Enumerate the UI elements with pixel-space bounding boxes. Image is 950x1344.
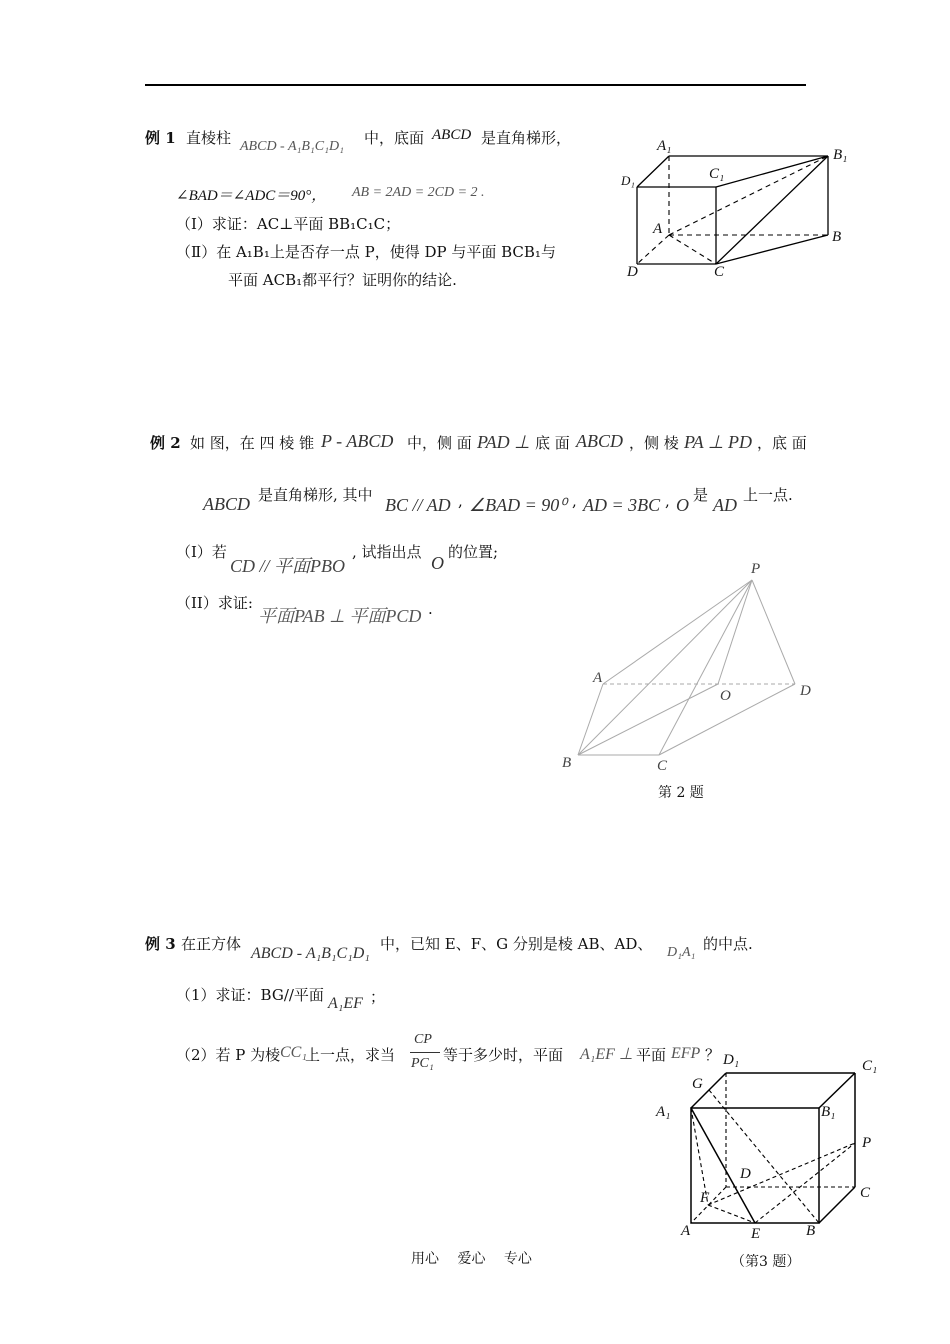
fig3-label-G: G <box>692 1076 703 1092</box>
example-2-line2-a: 是直角梯形, 其中 <box>258 486 373 504</box>
example-3-fraction-denominator: PC₁ <box>411 1056 434 1071</box>
example-3-q2-a: （2）若 P 为棱 <box>176 1046 281 1064</box>
fig1-label-B1: B₁ <box>833 147 848 163</box>
comma-3: , <box>665 492 670 510</box>
example-1-prism: ABCD - A₁B₁C₁D₁ <box>240 139 344 154</box>
example-3-fraction-numerator: CP <box>414 1032 432 1047</box>
fig3-label-D1: D₁ <box>723 1052 740 1068</box>
example-2-line1-a: 如 图，在 四 棱 锥 <box>190 434 315 452</box>
example-3-fraction-bar <box>410 1052 440 1053</box>
example-2-q1-b: , 试指出点 <box>352 543 422 561</box>
example-1-question-2b: 平面 ACB₁都平行？证明你的结论. <box>228 271 457 289</box>
example-2-line1-b: 中，侧 面 <box>407 434 472 452</box>
example-2-pyramid: P - ABCD <box>321 431 394 451</box>
example-3-q1-a: （1）求证：BG//平面 <box>176 986 324 1004</box>
example-2-ad: AD <box>713 495 737 515</box>
fig1-label-C: C <box>714 264 725 280</box>
example-3-cube: ABCD - A₁B₁C₁D₁ <box>251 945 370 962</box>
fig2-label-P: P <box>751 561 761 577</box>
fig3-label-F: F <box>700 1190 710 1206</box>
example-2-q2-end: . <box>428 600 433 618</box>
example-1-intro: 直棱柱 <box>186 129 232 147</box>
example-2-upper: 上一点. <box>743 486 793 504</box>
example-2-q1-math: CD // 平面PBO <box>230 556 345 576</box>
example-1-length-condition: AB = 2AD = 2CD = 2 . <box>352 185 485 200</box>
footer-text: 用心 爱心 专心 <box>411 1251 532 1267</box>
example-3-q1-math: A₁EF <box>328 995 363 1012</box>
example-2-q2-math: 平面PAB ⊥ 平面PCD <box>258 606 422 626</box>
example-1-angle-condition: ∠BAD＝∠ADC＝90°， <box>176 188 327 204</box>
example-2-line1-d: ，侧 棱 <box>629 434 679 452</box>
example-2-abcd: ABCD <box>576 431 623 451</box>
example-2-o: O <box>676 495 689 515</box>
fig2-label-B: B <box>562 755 572 771</box>
fig3-caption: （第3 题） <box>731 1254 801 1270</box>
fig3-label-B1: B₁ <box>821 1104 836 1120</box>
fig3-label-E: E <box>751 1226 761 1242</box>
example-3-q2-math2: EFP <box>671 1045 701 1062</box>
example-2-is: 是 <box>693 486 709 504</box>
example-3-q2-b: 上一点，求当 <box>305 1046 396 1064</box>
fig2-label-O: O <box>720 688 731 704</box>
fig2-label-D: D <box>800 683 811 699</box>
example-2-line1-c: 底 面 <box>535 434 570 452</box>
example-3-q1-end: ； <box>370 988 386 1006</box>
fig2-label-C: C <box>657 758 668 774</box>
example-1-label: 例 1 <box>145 129 176 147</box>
example-2-angle: ∠BAD = 90⁰ <box>469 495 567 515</box>
comma-1: , <box>458 492 463 510</box>
fig1-label-B: B <box>832 229 842 245</box>
example-2-q1-a: （I）若 <box>176 543 227 561</box>
example-3-d1a1: D₁A₁ <box>667 945 696 960</box>
fig3-label-C1: C₁ <box>862 1058 878 1074</box>
example-2-bc-parallel-ad: BC // AD <box>385 495 451 515</box>
example-1-tail: 是直角梯形， <box>481 129 572 147</box>
fig1-label-C1: C₁ <box>709 166 725 182</box>
example-2-ad-3bc: AD = 3BC <box>583 495 661 515</box>
fig3-label-C: C <box>860 1185 871 1201</box>
example-2-label: 例 2 <box>150 434 181 452</box>
example-3-mid: 中，已知 E、F、G 分别是棱 AB、AD、 <box>380 935 653 953</box>
comma-2: , <box>572 492 577 510</box>
fig1-label-D1: D₁ <box>621 173 635 188</box>
example-1-mid: 中，底面 <box>364 129 425 147</box>
example-2-pa-perp-pd: PA ⊥ PD <box>684 432 753 452</box>
fig3-label-A: A <box>681 1223 691 1239</box>
example-2-q1-o: O <box>431 553 444 573</box>
fig1-label-D: D <box>627 264 638 280</box>
example-3-q2-c: 等于多少时，平面 <box>443 1046 564 1064</box>
fig3-label-B: B <box>806 1223 816 1239</box>
header-rule <box>145 84 806 86</box>
example-1-question-2a: （Ⅱ）在 A₁B₁上是否存一点 P，使得 DP 与平面 BCB₁与 <box>176 243 556 261</box>
example-2-line1-e: ，底 面 <box>757 434 807 452</box>
example-3-q2-end: ？ <box>705 1046 721 1064</box>
fig3-label-D: D <box>740 1166 751 1182</box>
example-3-q2-d: 平面 <box>636 1046 667 1064</box>
fig2-caption: 第 2 题 <box>658 785 704 801</box>
example-2-line2-abcd: ABCD <box>203 494 250 514</box>
fig3-label-P: P <box>862 1135 872 1151</box>
example-3-q2-cc1: CC₁ <box>280 1044 307 1061</box>
example-3-label: 例 3 <box>145 935 176 953</box>
example-3-intro: 在正方体 <box>181 935 242 953</box>
example-2-q2-a: （II）求证: <box>176 594 253 612</box>
example-2-q1-c: 的位置; <box>448 543 499 561</box>
fig1-label-A: A <box>653 221 663 237</box>
example-1-base: ABCD <box>432 127 472 143</box>
example-2-pad-perp: PAD ⊥ <box>477 432 530 452</box>
fig1-label-A1: A₁ <box>657 138 672 154</box>
example-1-question-1: （Ⅰ）求证：AC⊥平面 BB₁C₁C； <box>176 215 401 233</box>
example-3-q2-math1: A₁EF ⊥ <box>580 1046 633 1063</box>
fig3-label-A1: A₁ <box>656 1104 671 1120</box>
fig2-label-A: A <box>593 670 603 686</box>
example-3-tail: 的中点. <box>703 935 753 953</box>
